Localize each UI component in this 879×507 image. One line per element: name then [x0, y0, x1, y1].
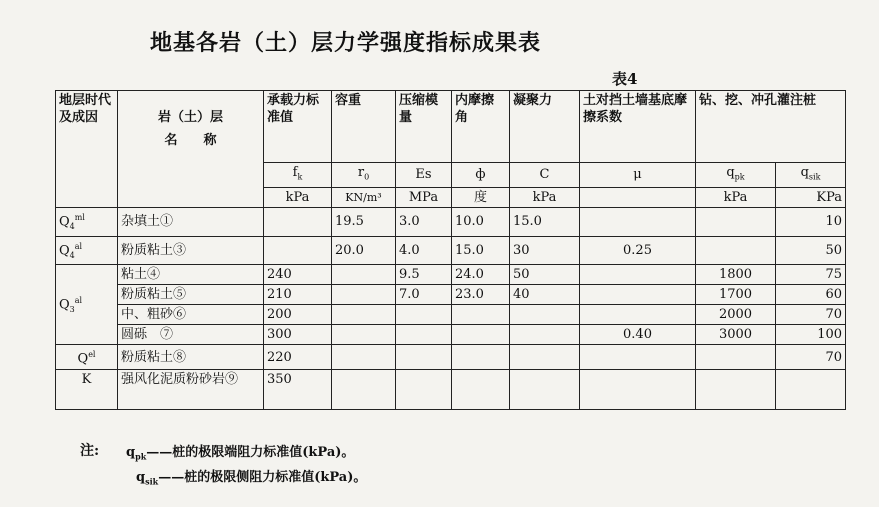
qpk-cell: 2000 — [696, 305, 776, 325]
rock-name-cell: 粉质粘土⑤ — [118, 285, 264, 305]
c-cell: 40 — [510, 285, 580, 305]
r0-cell — [332, 285, 396, 305]
unit-fk: kPa — [264, 187, 332, 207]
header-c: 凝聚力 — [510, 91, 580, 163]
c-cell — [510, 345, 580, 369]
symbol-r0: $r_0$ — [332, 163, 396, 188]
table-row — [56, 369, 846, 409]
qpk-cell — [696, 207, 776, 236]
fk-cell: 240 — [264, 265, 332, 285]
rock-name-cell: 粘土④ — [118, 265, 264, 285]
unit-c: kPa — [510, 187, 580, 207]
rock-name-cell: 杂填土① — [118, 207, 264, 236]
phi-cell: 15.0 — [452, 236, 510, 265]
header-es: 压缩模量 — [396, 91, 452, 163]
es-cell: 4.0 — [396, 236, 452, 265]
symbol-phi: ф — [452, 163, 510, 188]
rock-name-cell: 圆砾 ⑦ — [118, 325, 264, 345]
header-unit-weight: 容重 — [332, 91, 396, 163]
es-cell — [396, 369, 452, 409]
r0-cell — [332, 369, 396, 409]
table-row — [56, 285, 846, 305]
mu-cell — [580, 305, 696, 325]
c-cell: 50 — [510, 265, 580, 285]
header-era: 地层时代及成因 — [56, 91, 118, 208]
phi-cell — [452, 369, 510, 409]
qsik-cell: 10 — [776, 207, 846, 236]
qsik-cell — [776, 369, 846, 409]
mu-cell — [580, 207, 696, 236]
r0-cell — [332, 305, 396, 325]
header-pile: 钻、挖、冲孔灌注桩 — [696, 91, 846, 163]
fk-cell: 210 — [264, 285, 332, 305]
qsik-cell: 100 — [776, 325, 846, 345]
c-cell: 30 — [510, 236, 580, 265]
r0-cell: 20.0 — [332, 236, 396, 265]
symbol-qsik: $q_{sik}$ — [776, 163, 846, 188]
es-cell — [396, 325, 452, 345]
fk-cell: 220 — [264, 345, 332, 369]
unit-r0: KN/m³ — [332, 187, 396, 207]
table-row — [56, 305, 846, 325]
note-label: 注: — [80, 443, 100, 459]
symbol-es: Es — [396, 163, 452, 188]
es-cell: 3.0 — [396, 207, 452, 236]
mu-cell — [580, 285, 696, 305]
fk-cell — [264, 207, 332, 236]
r0-cell: 19.5 — [332, 207, 396, 236]
es-cell — [396, 305, 452, 325]
mu-cell: 0.40 — [580, 325, 696, 345]
rock-name-cell: 中、粗砂⑥ — [118, 305, 264, 325]
symbol-fk: $f_k$ — [264, 163, 332, 188]
phi-cell — [452, 325, 510, 345]
qpk-cell — [696, 236, 776, 265]
header-row — [56, 91, 846, 163]
fk-cell: 350 — [264, 369, 332, 409]
c-cell: 15.0 — [510, 207, 580, 236]
qpk-cell — [696, 345, 776, 369]
c-cell — [510, 369, 580, 409]
symbol-mu: μ — [580, 163, 696, 188]
unit-qpk: kPa — [696, 187, 776, 207]
header-fk: 承载力标准值 — [264, 91, 332, 163]
symbol-c: C — [510, 163, 580, 188]
qsik-cell: 60 — [776, 285, 846, 305]
rock-name-cell: 强风化泥质粉砂岩⑨ — [118, 369, 264, 409]
es-cell — [396, 345, 452, 369]
table-number: 表4 — [612, 70, 638, 88]
era-cell: $Q_4^{ml}$ — [56, 207, 118, 236]
table-row — [56, 236, 846, 265]
phi-cell — [452, 305, 510, 325]
table-row — [56, 345, 846, 369]
era-cell: $Q_3^{al}$ — [56, 265, 118, 345]
header-phi: 内摩擦角 — [452, 91, 510, 163]
mu-cell — [580, 265, 696, 285]
note-line-2: $q_{sik}——$桩的极限侧阻力标准值(kPa)。 — [136, 470, 367, 487]
header-mu: 土对挡土墙基底摩擦系数 — [580, 91, 696, 163]
qsik-cell: 75 — [776, 265, 846, 285]
c-cell — [510, 305, 580, 325]
phi-cell: 10.0 — [452, 207, 510, 236]
qsik-cell: 70 — [776, 305, 846, 325]
es-cell: 7.0 — [396, 285, 452, 305]
mu-cell: 0.25 — [580, 236, 696, 265]
symbol-qpk: $q_{pk}$ — [696, 163, 776, 188]
era-cell: $Q^{el}$ — [56, 345, 118, 369]
unit-es: MPa — [396, 187, 452, 207]
fk-cell: 200 — [264, 305, 332, 325]
phi-cell: 23.0 — [452, 285, 510, 305]
mu-cell — [580, 345, 696, 369]
r0-cell — [332, 325, 396, 345]
c-cell — [510, 325, 580, 345]
rock-name-cell: 粉质粘土⑧ — [118, 345, 264, 369]
qpk-cell: 3000 — [696, 325, 776, 345]
header-rock-name: 岩（土）层 名 称 — [118, 91, 264, 208]
table-row — [56, 265, 846, 285]
qpk-cell — [696, 369, 776, 409]
qsik-cell: 50 — [776, 236, 846, 265]
strength-index-table — [55, 90, 846, 410]
qpk-cell: 1800 — [696, 265, 776, 285]
unit-phi: 度 — [452, 187, 510, 207]
r0-cell — [332, 345, 396, 369]
phi-cell: 24.0 — [452, 265, 510, 285]
note-line-1: $q_{pk}——$桩的极限端阻力标准值(kPa)。 — [126, 445, 355, 462]
era-cell: $Q_4^{al}$ — [56, 236, 118, 265]
qpk-cell: 1700 — [696, 285, 776, 305]
table-row — [56, 207, 846, 236]
es-cell: 9.5 — [396, 265, 452, 285]
fk-cell: 300 — [264, 325, 332, 345]
unit-mu — [580, 187, 696, 207]
page-title: 地基各岩（土）层力学强度指标成果表 — [150, 31, 542, 56]
era-cell: K — [56, 369, 118, 409]
phi-cell — [452, 345, 510, 369]
table-row — [56, 325, 846, 345]
rock-name-cell: 粉质粘土③ — [118, 236, 264, 265]
mu-cell — [580, 369, 696, 409]
fk-cell — [264, 236, 332, 265]
r0-cell — [332, 265, 396, 285]
qsik-cell: 70 — [776, 345, 846, 369]
unit-qsik: KPa — [776, 187, 846, 207]
